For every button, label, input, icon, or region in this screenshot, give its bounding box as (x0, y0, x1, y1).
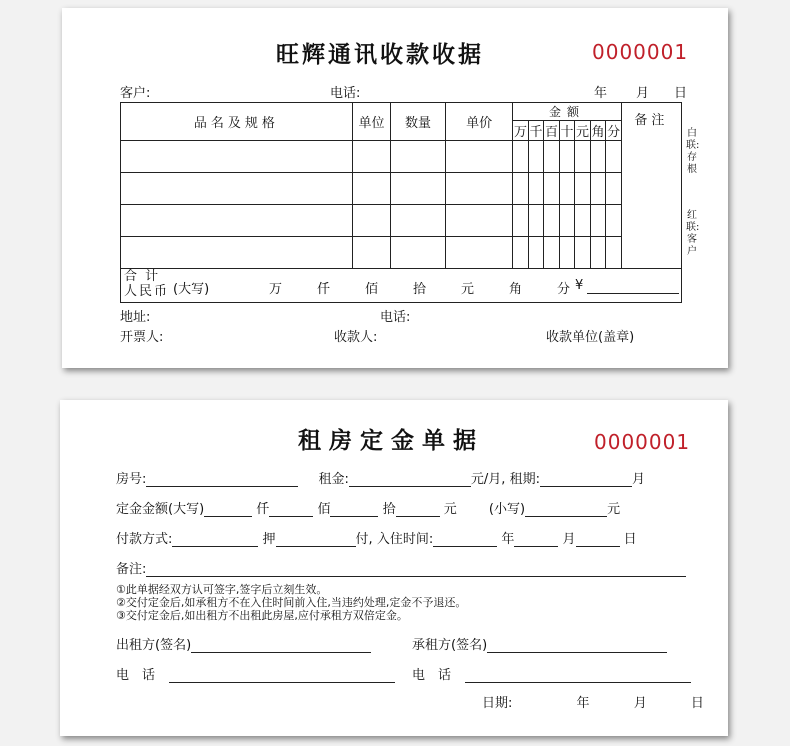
room-label: 房号: (116, 472, 147, 487)
lowercase-label: (小写) (488, 502, 526, 517)
rent-unit: 元/月, (470, 472, 506, 487)
deposit-row-3 (116, 528, 637, 547)
tenant-phone-row (412, 664, 691, 683)
notes-list (116, 583, 466, 622)
receipt-items-table (120, 102, 682, 303)
date-month-label: 月 (633, 696, 647, 711)
unit-bai: 佰 (365, 282, 379, 297)
movein-month-label: 月 (562, 532, 576, 547)
total-row (121, 269, 682, 303)
deposit-serial-number: 0000001 (594, 430, 691, 454)
date-year-label: 年 (576, 696, 590, 711)
remark-field[interactable] (146, 562, 686, 577)
phone-label: 电话: (330, 86, 361, 101)
month-label: 月 (636, 86, 650, 101)
column-header-remark: 备注 (621, 103, 681, 269)
qian-label: 仟 (256, 502, 270, 517)
deposit-row-2 (116, 498, 620, 517)
deposit-yuan-field[interactable] (396, 502, 440, 517)
yuan-label: 元 (443, 502, 457, 517)
fu-label: 付, (355, 532, 373, 547)
digit-shi: 十 (559, 121, 575, 141)
unit-jiao: 角 (509, 282, 523, 297)
column-header-price: 单价 (445, 103, 512, 141)
landlord-phone-field[interactable] (169, 668, 395, 683)
landlord-label: 出租方(签名) (116, 638, 192, 653)
column-header-quantity: 数量 (391, 103, 446, 141)
issuer-label: 开票人: (120, 330, 164, 345)
tenant-label: 承租方(签名) (412, 638, 488, 653)
bai-label: 佰 (317, 502, 331, 517)
note-3: ③交付定金后,如出租方不出租此房屋,应付承租方双倍定金。 (116, 609, 408, 622)
digit-qian: 千 (528, 121, 544, 141)
address-label: 地址: (120, 310, 151, 325)
side-copy-white (686, 128, 698, 176)
ya-label: 押 (262, 532, 276, 547)
table-row[interactable] (121, 237, 682, 269)
landlord-signature-row (116, 634, 371, 653)
deposit-title: 租房定金单据 (298, 428, 484, 454)
unit-shi: 拾 (413, 282, 427, 297)
seal-label: 收款单位(盖章) (546, 330, 635, 345)
landlord-phone-label: 电 话 (116, 668, 156, 683)
note-1: ①此单据经双方认可签字,签字后立刻生效。 (116, 583, 328, 596)
movein-year-label: 年 (501, 532, 515, 547)
column-header-amount: 金额 (513, 103, 622, 121)
remark-label: 备注: (116, 562, 147, 577)
note-2: ②交付定金后,如承租方不在入住时间前入住,当违约处理,定金不予退还。 (116, 596, 467, 609)
phone2-label: 电话: (380, 310, 411, 325)
landlord-signature-field[interactable] (191, 638, 371, 653)
unit-qian: 仟 (317, 282, 331, 297)
yuan2-label: 元 (607, 502, 621, 517)
receipt-title: 旺辉通讯收款收据 (276, 42, 484, 68)
total-label-line1: 合 计 (124, 269, 161, 284)
ya-field[interactable] (276, 532, 356, 547)
side-copy-red (686, 210, 698, 258)
table-row[interactable] (121, 205, 682, 237)
movein-day-field[interactable] (576, 532, 620, 547)
shi-label: 拾 (382, 502, 396, 517)
tenant-signature-row (412, 634, 667, 653)
digit-fen: 分 (606, 121, 622, 141)
tenant-signature-field[interactable] (487, 638, 667, 653)
movein-day-label: 日 (623, 532, 637, 547)
deposit-card (60, 400, 728, 736)
receipt-card (62, 8, 728, 368)
unit-fen: 分 (557, 282, 571, 297)
digit-jiao: 角 (590, 121, 606, 141)
digit-yuan: 元 (575, 121, 591, 141)
date-day-label: 日 (690, 696, 704, 711)
payment-field[interactable] (172, 532, 258, 547)
receipt-serial-number: 0000001 (592, 40, 689, 64)
deposit-qian-field[interactable] (204, 502, 252, 517)
rent-label: 租金: (318, 472, 349, 487)
term-label: 租期: (509, 472, 540, 487)
year-label: 年 (594, 86, 608, 101)
payment-label: 付款方式: (116, 532, 173, 547)
total-label-line2: 人民币 (124, 284, 170, 299)
customer-label: 客户: (120, 86, 151, 101)
yen-amount-line[interactable] (587, 293, 679, 294)
term-field[interactable] (540, 472, 632, 487)
movein-month-field[interactable] (514, 532, 558, 547)
digit-bai: 百 (544, 121, 560, 141)
deposit-amount-label: 定金金额(大写) (116, 502, 205, 517)
column-header-unit: 单位 (352, 103, 390, 141)
date-row (482, 692, 704, 711)
tenant-phone-label: 电 话 (412, 668, 452, 683)
term-unit: 月 (631, 472, 645, 487)
side-copy-red-text: 红联:客户 (686, 210, 700, 257)
side-copy-white-text: 白联:存根 (686, 128, 700, 175)
rent-field[interactable] (349, 472, 471, 487)
lowercase-field[interactable] (525, 502, 607, 517)
room-field[interactable] (146, 472, 298, 487)
digit-wan: 万 (513, 121, 529, 141)
deposit-row-4 (116, 558, 686, 577)
date-label: 日期: (482, 696, 513, 711)
deposit-row-1 (116, 468, 645, 487)
yen-sign: ¥ (575, 278, 584, 293)
day-label: 日 (674, 86, 688, 101)
payee-label: 收款人: (334, 330, 378, 345)
table-row[interactable] (121, 141, 682, 173)
deposit-shi-field[interactable] (330, 502, 378, 517)
table-row[interactable] (121, 173, 682, 205)
tenant-phone-field[interactable] (465, 668, 691, 683)
landlord-phone-row (116, 664, 395, 683)
unit-wan: 万 (269, 282, 283, 297)
movein-year-field[interactable] (433, 532, 497, 547)
column-header-item: 品名及规格 (121, 103, 353, 141)
movein-label: 入住时间: (376, 532, 434, 547)
unit-yuan: 元 (461, 282, 475, 297)
uppercase-label: (大写) (173, 282, 210, 297)
deposit-bai-field[interactable] (269, 502, 313, 517)
